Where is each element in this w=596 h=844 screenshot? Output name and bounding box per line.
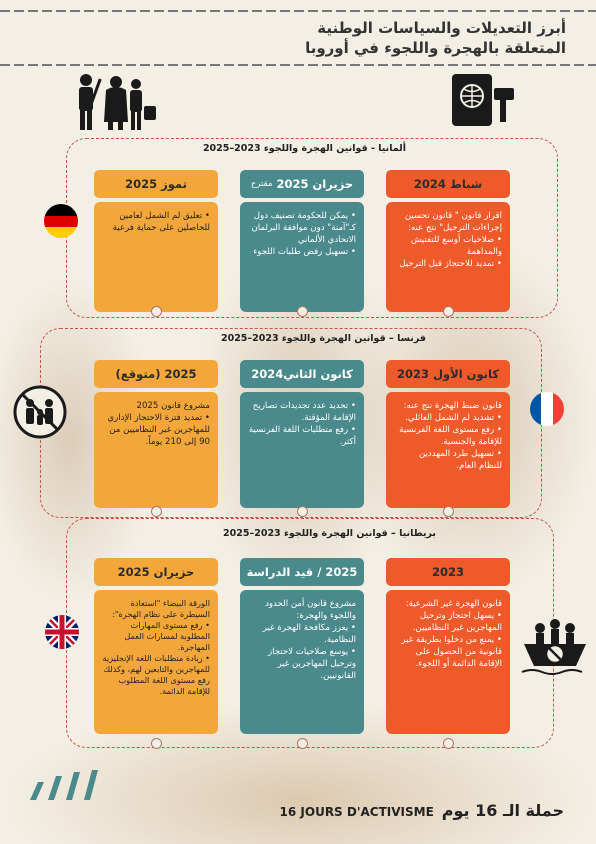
migrants-illustration-icon — [72, 72, 164, 134]
france-card-dec-2023 — [386, 360, 510, 508]
uk-flag-icon — [44, 614, 80, 650]
timeline-dot — [443, 738, 454, 749]
france-card-jan-2024 — [240, 360, 364, 508]
card-body: • تحديد عدد تجديدات تصاريح الإقامة المؤقتة. • رفع متطلبات اللغة الفرنسية أكثر. — [240, 392, 364, 508]
boat-icon — [520, 610, 590, 680]
france-section-label: فرنسا – قوانين الهجرة واللجوء 2023–2025 — [220, 333, 426, 344]
uk-card-2025-under-study — [240, 558, 364, 734]
card-body: الورقة البيضاء "استعادة السيطرة على نظام الهجرة": • رفع مستوى المهارات المطلوبة لمسارات العمل المهاجرة. • زيادة متطلبات اللغة الإنجليزية للمهاجرين والتابعين لهم، وكذلك رفع مستوى اللغة المطلوب للإقامة الدائمة. — [94, 590, 218, 734]
passport-icon — [448, 70, 522, 130]
france-card-2025-expected — [94, 360, 218, 508]
footer-campaign-ar: حملة الـ 16 يوم — [441, 801, 564, 820]
uk-card-jun-2025 — [94, 558, 218, 734]
timeline-dot — [151, 506, 162, 517]
germany-card-feb-2024 — [386, 170, 510, 312]
timeline-dot — [297, 738, 308, 749]
uk-section-label: بريطانيا – قوانين الهجرة واللجوء 2023–2025 — [223, 528, 436, 539]
footer-campaign — [280, 801, 564, 820]
card-body: مشروع قانون 2025 • تمديد فترة الاحتجاز الإداري للمهاجرين غير النظاميين من 90 إلى 210 يوماً. — [94, 392, 218, 508]
card-header-title: حزيران 2025 — [276, 177, 354, 191]
card-header: 2025 / قيد الدراسة — [240, 558, 364, 586]
card-body: اقرار قانون " قانون تحسين إجراءات الترحيل" نتج عنه: • صلاحيات أوسع للتفتيش والمداهمة • تمديد للاحتجاز قبل الترحيل — [386, 202, 510, 312]
card-header: تموز 2025 — [94, 170, 218, 198]
title-line-1: أبرز التعديلات والسياسات الوطنية — [317, 19, 566, 37]
germany-flag-icon — [44, 204, 78, 238]
timeline-dot — [297, 306, 308, 317]
timeline-dot — [443, 306, 454, 317]
title-line-2: المتعلقة بالهجرة واللجوء في أوروبا — [305, 39, 566, 57]
logo-bars-icon — [26, 768, 106, 804]
germany-section-label: ألمانيا - قوانين الهجرة واللجوء 2023–2025 — [202, 143, 406, 154]
card-header: 2023 — [386, 558, 510, 586]
timeline-dot — [151, 738, 162, 749]
card-body: • يمكن للحكومة تصنيف دول كـ"آمنة" دون موافقة البرلمان الاتحادي الألماني • تسهيل رفض طلبات اللجوء — [240, 202, 364, 312]
card-body: قانون الهجرة غير الشرعية: • يسهل احتجاز وترحيل المهاجرين غير النظاميين. • يمنع من دخلوا بطريقة غير قانونية من الحصول على الإقامة الدائمة أو اللجوء. — [386, 590, 510, 734]
footer-campaign-latin: 16 JOURS D'ACTIVISME — [279, 805, 434, 819]
card-header — [240, 170, 364, 198]
germany-card-jun-2025 — [240, 170, 364, 312]
card-header: كانون الثاني2024 — [240, 360, 364, 388]
card-body: • تعليق لم الشمل لعامين للحاصلين على حماية فرعية — [94, 202, 218, 312]
card-header: كانون الأول 2023 — [386, 360, 510, 388]
card-header: شباط 2024 — [386, 170, 510, 198]
timeline-dot — [151, 306, 162, 317]
timeline-dot — [443, 506, 454, 517]
page-title — [246, 18, 566, 58]
no-family-icon — [12, 384, 68, 440]
card-body: مشروع قانون أمن الحدود واللجوء والهجرة: • يعزز مكافحة الهجرة غير النظامية. • يوسع صلاحيات لاحتجاز وترحيل المهاجرين غير القانونيين. — [240, 590, 364, 734]
card-header-note: مقترح — [250, 179, 273, 189]
germany-card-jul-2025 — [94, 170, 218, 312]
card-header: 2025 (متوقع) — [94, 360, 218, 388]
uk-card-2023 — [386, 558, 510, 734]
timeline-dot — [297, 506, 308, 517]
card-header: حزيران 2025 — [94, 558, 218, 586]
france-flag-icon — [530, 392, 564, 426]
barbed-wire-top — [0, 10, 596, 12]
card-body: قانون ضبط الهجرة نتج عنه: • تشديد لم الشمل العائلي. • رفع مستوى اللغة الفرنسية للإقامة والجنسية. • تسهيل طرد المهددين للنظام العام. — [386, 392, 510, 508]
barbed-wire-middle — [0, 64, 596, 66]
